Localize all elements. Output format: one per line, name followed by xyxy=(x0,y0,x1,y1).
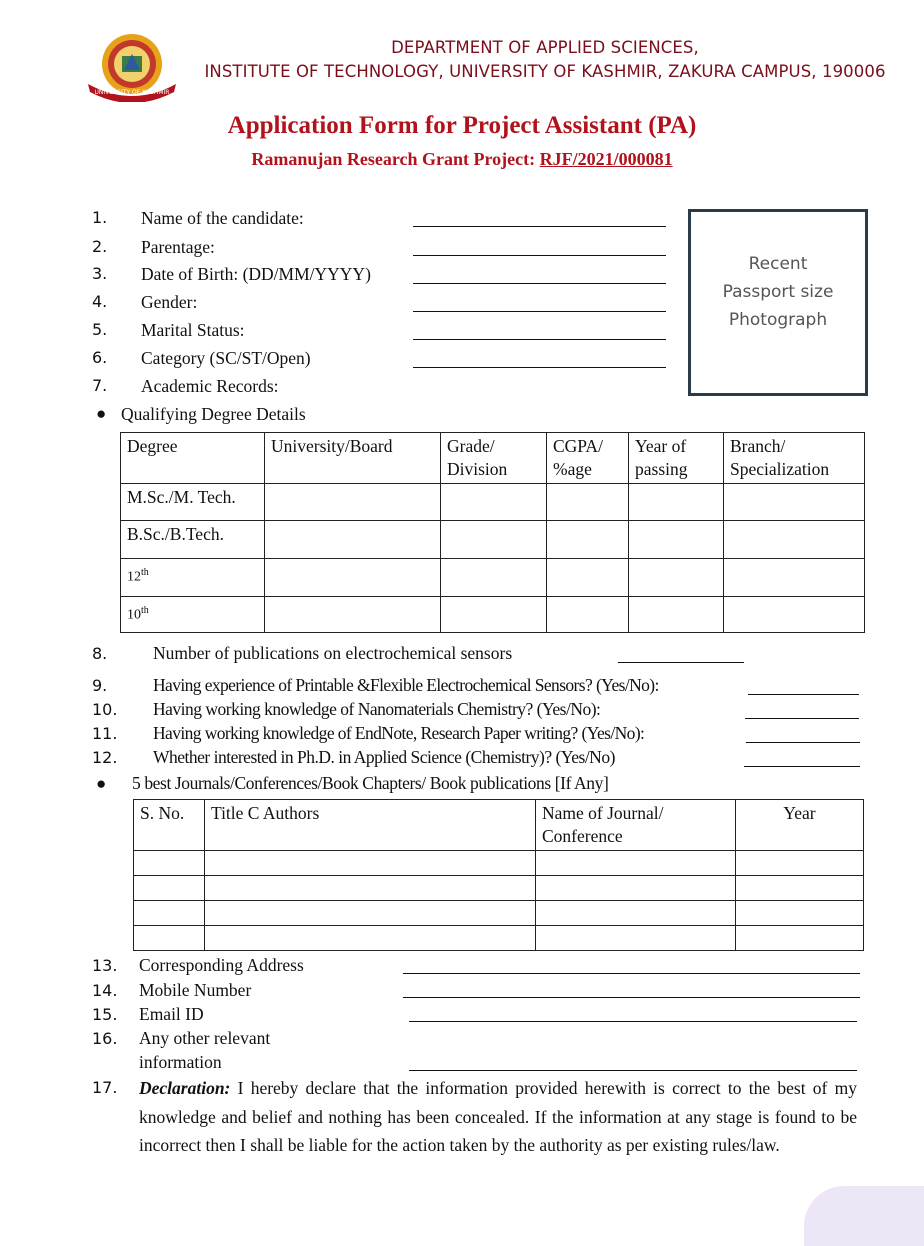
department-line-2: INSTITUTE OF TECHNOLOGY, UNIVERSITY OF KASHMIR, ZAKURA CAMPUS, 190006 xyxy=(204,62,886,81)
contact-label: Mobile Number xyxy=(139,980,252,1000)
field-number: 5. xyxy=(92,320,108,339)
table-header: Branch/ Specialization xyxy=(724,433,865,484)
table-header: Degree xyxy=(121,433,265,484)
table-cell[interactable] xyxy=(265,597,441,633)
address-line[interactable] xyxy=(403,973,860,974)
declaration-text: I hereby declare that the information provided herewith is correct to the best of my knowledge and belief and nothing has been concealed. If the information at any stage is found to be incorrect then I shall be liable for the action taken by the authority as per existing rules/law. xyxy=(139,1078,857,1155)
table-row xyxy=(121,559,865,597)
table-cell[interactable] xyxy=(265,559,441,597)
answer-line-flexible-sensors[interactable] xyxy=(748,694,859,695)
declaration-number: 17. xyxy=(92,1078,118,1097)
table-cell[interactable] xyxy=(629,597,724,633)
field-number: 6. xyxy=(92,348,108,367)
question-label: Having working knowledge of Nanomaterials Chemistry? (Yes/No): xyxy=(153,699,601,719)
table-row xyxy=(121,484,865,521)
question-number: 10. xyxy=(92,700,118,719)
photo-placeholder-text xyxy=(691,250,865,334)
degree-value: 10 xyxy=(127,607,141,623)
table-cell[interactable] xyxy=(265,521,441,559)
bullet-icon: ● xyxy=(96,404,107,423)
contact-label: Corresponding Address xyxy=(139,955,304,975)
table-cell[interactable] xyxy=(547,521,629,559)
project-code: RJF/2021/000081 xyxy=(539,149,673,169)
table-cell[interactable] xyxy=(441,559,547,597)
department-line-1: DEPARTMENT OF APPLIED SCIENCES, xyxy=(391,38,699,57)
table-cell[interactable] xyxy=(134,851,205,876)
table-header: S. No. xyxy=(134,800,205,851)
table-header: Name of Journal/ Conference xyxy=(536,800,736,851)
subtitle-prefix: Ramanujan Research Grant Project: xyxy=(251,149,540,169)
table-row xyxy=(134,876,864,901)
degree-cell xyxy=(121,559,265,597)
question-number: 8. xyxy=(92,644,108,663)
answer-line-phd[interactable] xyxy=(744,766,860,767)
form-title: Application Form for Project Assistant (PA) xyxy=(227,112,697,139)
question-label: Number of publications on electrochemical sensors xyxy=(153,643,513,663)
table-cell[interactable] xyxy=(736,926,864,951)
mobile-line[interactable] xyxy=(403,997,860,998)
field-number: 4. xyxy=(92,292,108,311)
project-subtitle xyxy=(0,149,924,170)
question-number: 12. xyxy=(92,748,118,767)
table-header: University/Board xyxy=(265,433,441,484)
table-cell[interactable] xyxy=(134,926,205,951)
email-line[interactable] xyxy=(409,1021,857,1022)
declaration-heading: Declaration: xyxy=(139,1078,231,1098)
table-row xyxy=(121,521,865,559)
degree-cell xyxy=(121,597,265,633)
table-header: Year of passing xyxy=(629,433,724,484)
table-cell[interactable] xyxy=(536,901,736,926)
field-label: Category (SC/ST/Open) xyxy=(141,348,311,368)
question-number: 9. xyxy=(92,676,108,695)
table-header-row xyxy=(121,433,865,484)
table-cell[interactable] xyxy=(724,521,865,559)
photo-text-line: Passport size xyxy=(722,282,834,302)
table-cell[interactable] xyxy=(536,851,736,876)
qualifying-table xyxy=(120,432,865,633)
table-row xyxy=(134,901,864,926)
contact-label: Any other relevant xyxy=(139,1028,271,1048)
table-cell[interactable] xyxy=(629,559,724,597)
table-cell[interactable] xyxy=(205,926,536,951)
table-cell[interactable] xyxy=(536,926,736,951)
table-row xyxy=(134,926,864,951)
field-number: 7. xyxy=(92,376,108,395)
degree-cell: B.Sc./B.Tech. xyxy=(121,521,265,559)
table-cell[interactable] xyxy=(441,521,547,559)
contact-number: 15. xyxy=(92,1005,118,1024)
table-row xyxy=(134,851,864,876)
field-number: 3. xyxy=(92,264,108,283)
answer-line-endnote[interactable] xyxy=(746,742,860,743)
table-cell[interactable] xyxy=(547,559,629,597)
field-line-category[interactable] xyxy=(413,367,666,368)
question-label: Having experience of Printable &Flexible Electrochemical Sensors? (Yes/No): xyxy=(153,675,659,695)
field-label: Name of the candidate: xyxy=(141,208,304,228)
table-cell[interactable] xyxy=(205,901,536,926)
table-row xyxy=(121,597,865,633)
table-cell[interactable] xyxy=(724,559,865,597)
corner-decoration xyxy=(804,1186,924,1246)
contact-number: 14. xyxy=(92,981,118,1000)
ordinal-suffix: th xyxy=(141,567,149,578)
field-label: Academic Records: xyxy=(141,376,279,396)
table-cell[interactable] xyxy=(536,876,736,901)
answer-line-nanomaterials[interactable] xyxy=(745,718,859,719)
ordinal-suffix: th xyxy=(141,605,149,616)
contact-label: Email ID xyxy=(139,1004,204,1024)
field-line-gender[interactable] xyxy=(413,311,666,312)
table-cell[interactable] xyxy=(629,484,724,521)
field-label: Marital Status: xyxy=(141,320,245,340)
field-label: Gender: xyxy=(141,292,198,312)
bullet-icon: ● xyxy=(96,774,107,793)
answer-line-publications[interactable] xyxy=(618,662,744,663)
photo-text-line: Recent xyxy=(748,254,808,274)
table-cell[interactable] xyxy=(547,597,629,633)
contact-label-continued: information xyxy=(139,1052,222,1072)
table-cell[interactable] xyxy=(736,876,864,901)
table-header: Title C Authors xyxy=(205,800,536,851)
table-cell[interactable] xyxy=(205,876,536,901)
table-header: Grade/ Division xyxy=(441,433,547,484)
table-cell[interactable] xyxy=(441,484,547,521)
field-line-dob[interactable] xyxy=(413,283,666,284)
publications-table xyxy=(133,799,864,951)
contact-number: 13. xyxy=(92,956,118,975)
question-label: Whether interested in Ph.D. in Applied Science (Chemistry)? (Yes/No) xyxy=(153,747,615,767)
field-label: Parentage: xyxy=(141,237,215,257)
field-number: 1. xyxy=(92,208,108,227)
table-header-row xyxy=(134,800,864,851)
field-line-marital[interactable] xyxy=(413,339,666,340)
table-cell[interactable] xyxy=(134,901,205,926)
question-label: Having working knowledge of EndNote, Research Paper writing? (Yes/No): xyxy=(153,723,645,743)
field-line-parentage[interactable] xyxy=(413,255,666,256)
table-cell[interactable] xyxy=(205,851,536,876)
table-cell[interactable] xyxy=(265,484,441,521)
degree-cell: M.Sc./M. Tech. xyxy=(121,484,265,521)
table-header: Year xyxy=(736,800,864,851)
table-cell[interactable] xyxy=(724,484,865,521)
degree-value: 12 xyxy=(127,569,141,585)
svg-text:UNIVERSITY OF KASHMIR: UNIVERSITY OF KASHMIR xyxy=(94,89,170,96)
table-cell[interactable] xyxy=(724,597,865,633)
field-number: 2. xyxy=(92,237,108,256)
field-line-name[interactable] xyxy=(413,226,666,227)
table-cell[interactable] xyxy=(629,521,724,559)
photo-text-line: Photograph xyxy=(728,310,828,330)
publications-heading: 5 best Journals/Conferences/Book Chapters/ Book publications [If Any] xyxy=(132,773,609,793)
qualifying-heading: Qualifying Degree Details xyxy=(121,404,306,424)
declaration-paragraph xyxy=(139,1074,857,1160)
question-number: 11. xyxy=(92,724,118,743)
table-header: CGPA/ %age xyxy=(547,433,629,484)
table-cell[interactable] xyxy=(547,484,629,521)
table-cell[interactable] xyxy=(441,597,547,633)
field-label: Date of Birth: (DD/MM/YYYY) xyxy=(141,264,371,284)
table-cell[interactable] xyxy=(736,901,864,926)
university-logo xyxy=(84,26,180,102)
table-cell[interactable] xyxy=(736,851,864,876)
photo-box[interactable] xyxy=(688,209,868,396)
table-cell[interactable] xyxy=(134,876,205,901)
other-info-line[interactable] xyxy=(409,1070,857,1071)
contact-number: 16. xyxy=(92,1029,118,1048)
